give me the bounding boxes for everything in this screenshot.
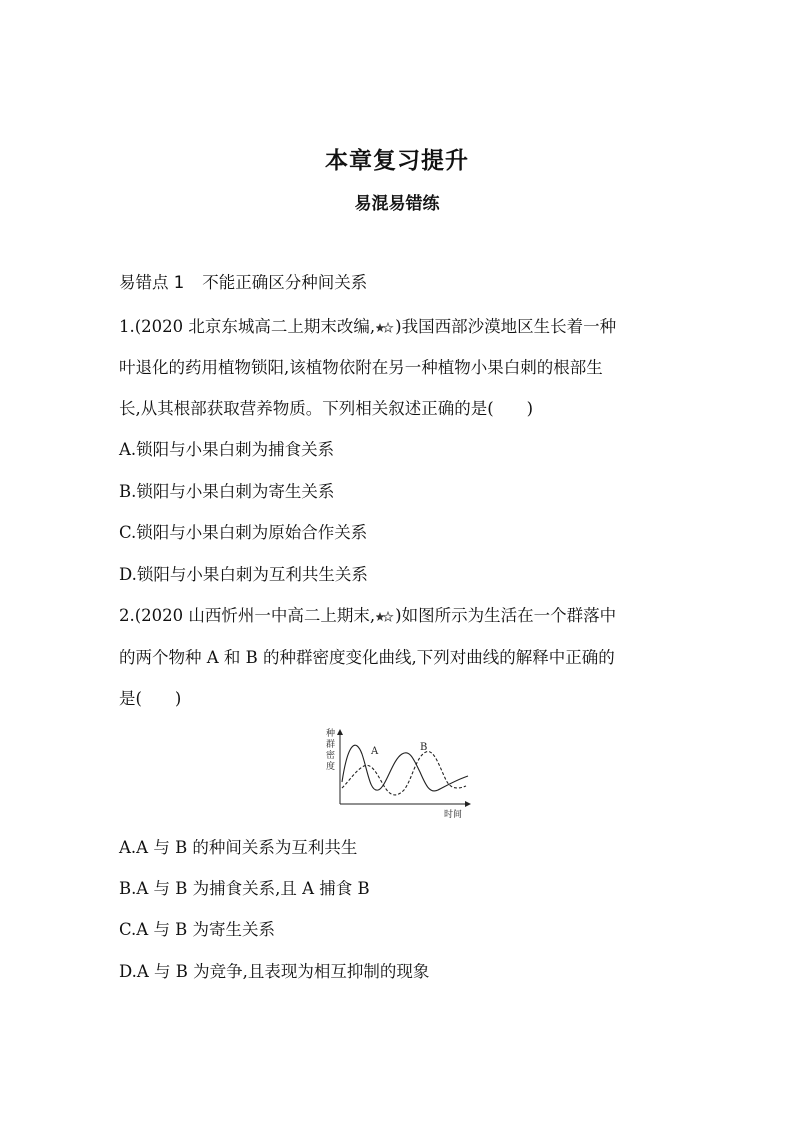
q2-line-2: 的两个物种 A 和 B 的种群密度变化曲线,下列对曲线的解释中正确的 bbox=[119, 648, 615, 667]
q2-source: 2.(2020 山西忻州一中高二上期末, bbox=[119, 606, 376, 625]
series-a-label: A bbox=[371, 746, 379, 757]
q1-option-c: C.锁阳与小果白刺为原始合作关系 bbox=[119, 523, 368, 542]
q2-option-a: A.A 与 B 的种间关系为互利共生 bbox=[119, 838, 358, 857]
series-b-label: B bbox=[420, 742, 428, 753]
difficulty-stars-icon bbox=[376, 611, 394, 623]
chart-svg bbox=[322, 724, 472, 820]
y-axis-label-3: 密 bbox=[326, 751, 336, 761]
difficulty-stars-icon bbox=[376, 322, 394, 334]
y-axis-label-1: 种 bbox=[326, 729, 336, 739]
q1-line-1 bbox=[119, 315, 616, 339]
q1-line-2: 叶退化的药用植物锁阳,该植物依附在另一种植物小果白刺的根部生 bbox=[119, 358, 603, 377]
section-heading-text: 不能正确区分种间关系 bbox=[202, 273, 368, 292]
q1-option-a: A.锁阳与小果白刺为捕食关系 bbox=[119, 440, 335, 459]
q1-option-b: B.锁阳与小果白刺为寄生关系 bbox=[119, 482, 335, 501]
q2-line-3: 是( ) bbox=[119, 689, 182, 708]
q2-option-c: C.A 与 B 为寄生关系 bbox=[119, 920, 276, 939]
q1-source: 1.(2020 北京东城高二上期末改编, bbox=[119, 317, 376, 336]
page-title: 本章复习提升 bbox=[325, 148, 469, 174]
q1-option-d: D.锁阳与小果白刺为互利共生关系 bbox=[119, 565, 368, 584]
x-axis-label: 时间 bbox=[444, 810, 463, 820]
q1-stem-start: )我国西部沙漠地区生长着一种 bbox=[395, 317, 617, 336]
q2-line-1 bbox=[119, 604, 616, 628]
q2-option-b: B.A 与 B 为捕食关系,且 A 捕食 B bbox=[119, 879, 370, 898]
q2-option-d: D.A 与 B 为竞争,且表现为相互抑制的现象 bbox=[119, 962, 430, 981]
population-density-chart bbox=[322, 724, 472, 820]
y-axis-label-2: 群 bbox=[326, 740, 336, 750]
section-label: 易错点 1 bbox=[119, 273, 185, 292]
y-axis-label-4: 度 bbox=[326, 762, 336, 772]
page-subtitle: 易混易错练 bbox=[354, 194, 440, 214]
q1-line-3: 长,从其根部获取营养物质。下列相关叙述正确的是( ) bbox=[119, 399, 534, 418]
series-b-curve bbox=[342, 751, 466, 794]
section-heading bbox=[119, 271, 367, 295]
q2-stem-start: )如图所示为生活在一个群落中 bbox=[395, 606, 617, 625]
